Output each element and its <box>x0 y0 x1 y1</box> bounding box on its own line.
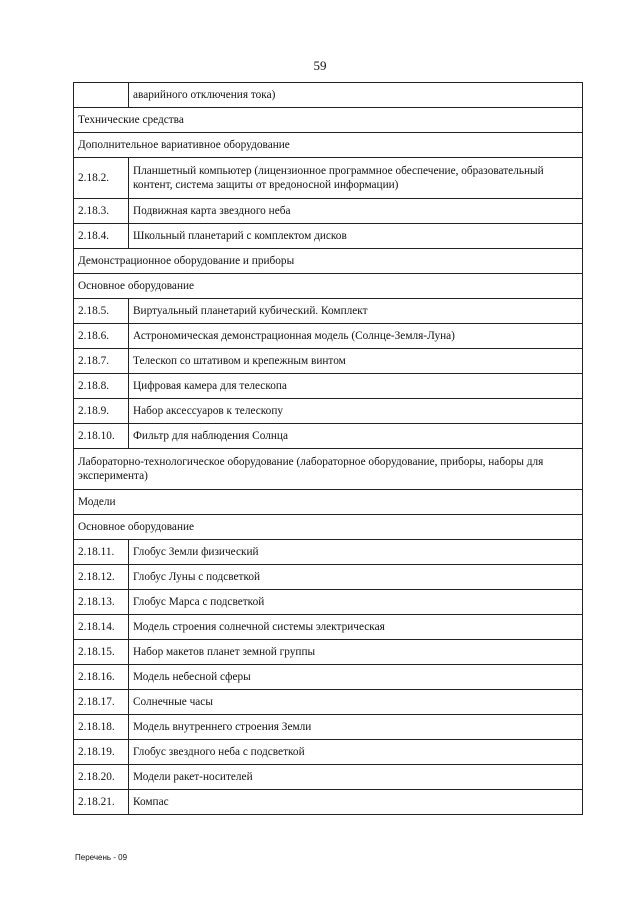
item-name: Модель внутреннего строения Земли <box>129 715 583 740</box>
table-row <box>74 83 583 108</box>
section-heading: Основное оборудование <box>74 515 583 540</box>
section-heading: Дополнительное вариативное оборудование <box>74 133 583 158</box>
item-number: 2.18.13. <box>74 590 129 615</box>
section-row <box>74 133 583 158</box>
item-number: 2.18.12. <box>74 565 129 590</box>
table-row <box>74 424 583 449</box>
item-number: 2.18.11. <box>74 540 129 565</box>
item-number: 2.18.18. <box>74 715 129 740</box>
item-name: Фильтр для наблюдения Солнца <box>129 424 583 449</box>
table-row <box>74 715 583 740</box>
item-name: Солнечные часы <box>129 690 583 715</box>
item-number <box>74 83 129 108</box>
item-number: 2.18.19. <box>74 740 129 765</box>
item-name: Виртуальный планетарий кубический. Комплект <box>129 299 583 324</box>
table-row <box>74 640 583 665</box>
table-row <box>74 349 583 374</box>
item-number: 2.18.7. <box>74 349 129 374</box>
item-number: 2.18.10. <box>74 424 129 449</box>
item-number: 2.18.9. <box>74 399 129 424</box>
table-row <box>74 590 583 615</box>
item-name: Набор аксессуаров к телескопу <box>129 399 583 424</box>
item-name: Школьный планетарий с комплектом дисков <box>129 224 583 249</box>
section-heading: Модели <box>74 490 583 515</box>
section-row <box>74 490 583 515</box>
item-number: 2.18.8. <box>74 374 129 399</box>
item-name: Планшетный компьютер (лицензионное программное обеспечение, образовательный контент, система защиты от вредоносной информации) <box>129 158 583 199</box>
item-number: 2.18.21. <box>74 790 129 815</box>
item-number: 2.18.5. <box>74 299 129 324</box>
equipment-table <box>73 82 583 815</box>
item-name: Цифровая камера для телескопа <box>129 374 583 399</box>
item-number: 2.18.20. <box>74 765 129 790</box>
page-footer: Перечень - 09 <box>75 853 128 862</box>
item-number: 2.18.16. <box>74 665 129 690</box>
item-name: аварийного отключения тока) <box>129 83 583 108</box>
item-number: 2.18.14. <box>74 615 129 640</box>
item-name: Телескоп со штативом и крепежным винтом <box>129 349 583 374</box>
item-number: 2.18.6. <box>74 324 129 349</box>
item-name: Набор макетов планет земной группы <box>129 640 583 665</box>
table-row <box>74 565 583 590</box>
item-number: 2.18.2. <box>74 158 129 199</box>
section-heading: Лабораторно-технологическое оборудование (лабораторное оборудование, приборы, наборы для эксперимента) <box>74 449 583 490</box>
item-name: Глобус Земли физический <box>129 540 583 565</box>
section-row <box>74 515 583 540</box>
table-row <box>74 690 583 715</box>
item-number: 2.18.3. <box>74 199 129 224</box>
item-name: Астрономическая демонстрационная модель (Солнце-Земля-Луна) <box>129 324 583 349</box>
section-heading: Основное оборудование <box>74 274 583 299</box>
table-row <box>74 199 583 224</box>
table-row <box>74 158 583 199</box>
item-name: Подвижная карта звездного неба <box>129 199 583 224</box>
table-row <box>74 665 583 690</box>
item-name: Глобус Марса с подсветкой <box>129 590 583 615</box>
section-heading: Демонстрационное оборудование и приборы <box>74 249 583 274</box>
table-row <box>74 374 583 399</box>
item-name: Модель строения солнечной системы электрическая <box>129 615 583 640</box>
table-row <box>74 224 583 249</box>
table-row <box>74 540 583 565</box>
item-name: Компас <box>129 790 583 815</box>
table-row <box>74 399 583 424</box>
section-row <box>74 274 583 299</box>
item-name: Модель небесной сферы <box>129 665 583 690</box>
section-row <box>74 249 583 274</box>
table-row <box>74 790 583 815</box>
item-name: Глобус звездного неба с подсветкой <box>129 740 583 765</box>
item-number: 2.18.4. <box>74 224 129 249</box>
page-number: 59 <box>313 58 327 73</box>
item-name: Модели ракет-носителей <box>129 765 583 790</box>
item-number: 2.18.17. <box>74 690 129 715</box>
table-row <box>74 615 583 640</box>
section-row <box>74 449 583 490</box>
table-row <box>74 324 583 349</box>
table-row <box>74 765 583 790</box>
table-row <box>74 740 583 765</box>
section-heading: Технические средства <box>74 108 583 133</box>
item-number: 2.18.15. <box>74 640 129 665</box>
section-row <box>74 108 583 133</box>
table-row <box>74 299 583 324</box>
item-name: Глобус Луны с подсветкой <box>129 565 583 590</box>
